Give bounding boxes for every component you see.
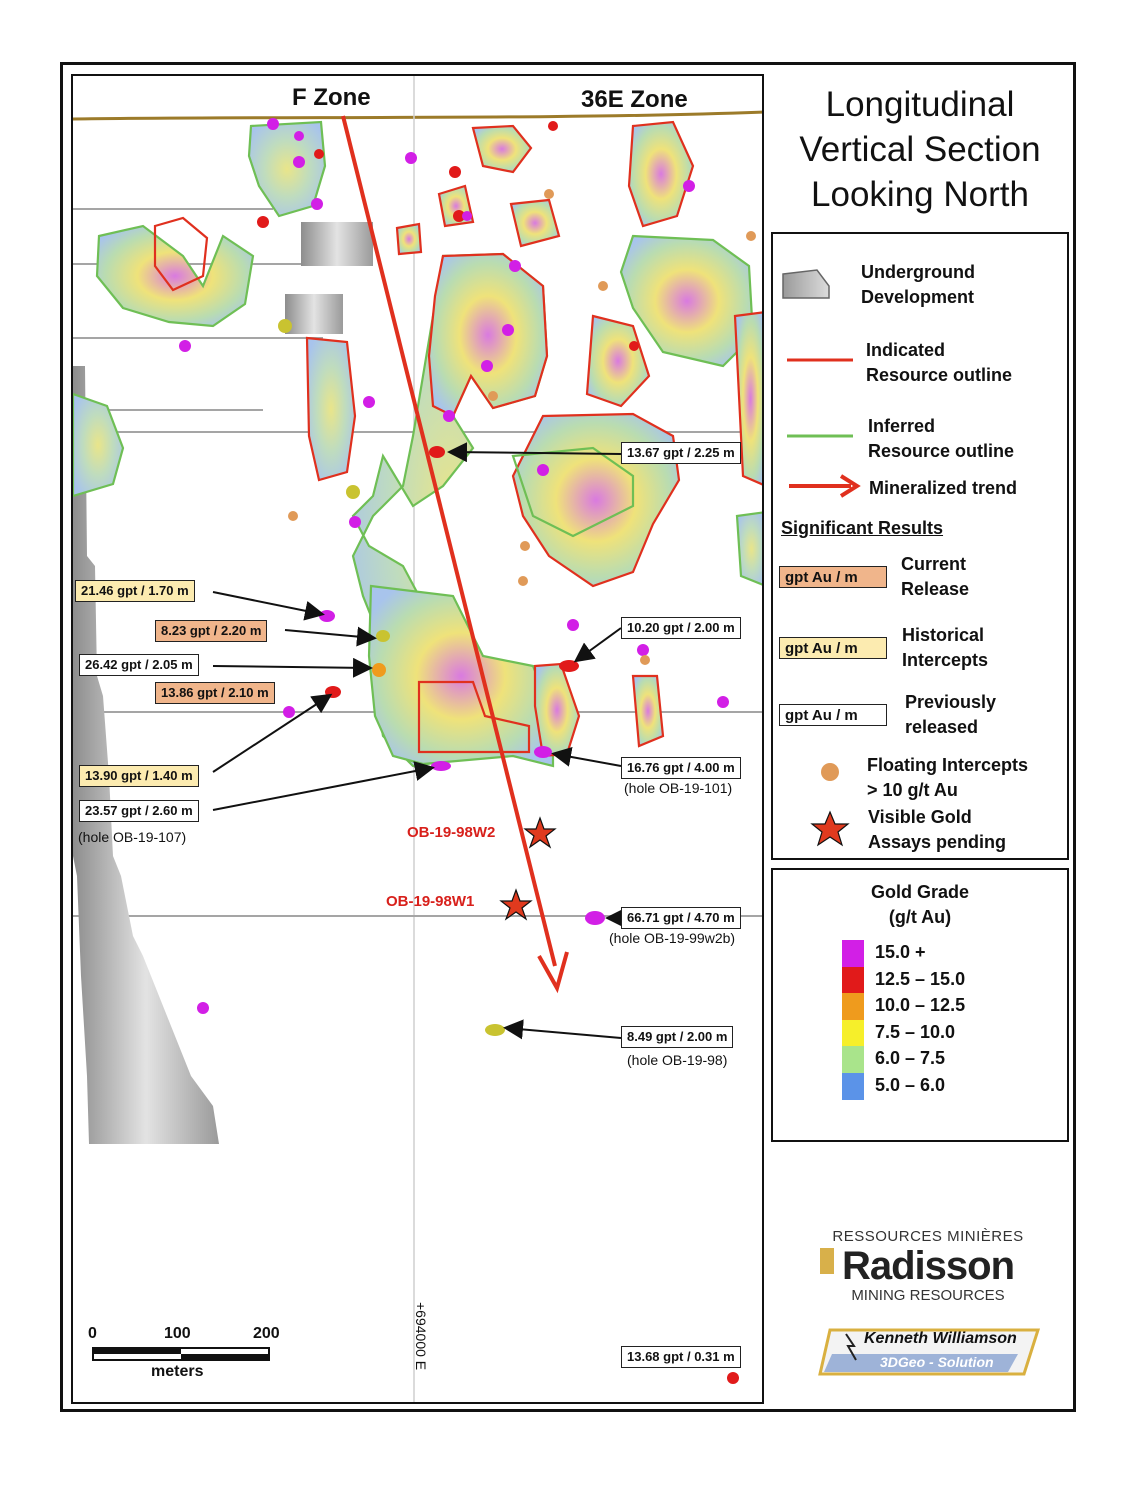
- intercept-label: 23.57 gpt / 2.60 m: [79, 800, 199, 822]
- title-line: Longitudinal: [825, 85, 1015, 124]
- legend-text: Current: [901, 554, 967, 574]
- legend-text: Development: [861, 287, 975, 307]
- grade-swatch: [842, 1073, 864, 1100]
- star-label-w2: OB-19-98W2: [407, 824, 496, 841]
- legend-indicated: [866, 338, 1012, 388]
- hole-label: (hole OB-19-101): [624, 780, 733, 796]
- legend-text: Historical: [902, 625, 985, 645]
- intercept-label: 26.42 gpt / 2.05 m: [79, 654, 199, 676]
- intercept-label: 66.71 gpt / 4.70 m: [621, 907, 741, 929]
- visible-gold-star-w2: [525, 818, 555, 847]
- grade-label: 15.0 +: [875, 942, 926, 962]
- legend-text: Previously: [905, 692, 997, 712]
- f-zone-label: F Zone: [292, 84, 371, 111]
- legend-underground: [861, 260, 975, 310]
- legend-floating: [867, 753, 1028, 803]
- legend-previous: [905, 690, 996, 740]
- grade-swatch: [842, 940, 864, 967]
- star-label-w1: OB-19-98W1: [386, 893, 475, 910]
- intercept-label: 13.90 gpt / 1.40 m: [79, 765, 199, 787]
- legend-sample-previous: gpt Au / m: [779, 704, 887, 726]
- intercept-label: 13.86 gpt / 2.10 m: [155, 682, 275, 704]
- legend-text: Resource outline: [866, 365, 1013, 385]
- legend-text: Floating Intercepts: [867, 755, 1029, 775]
- legend-current: [901, 552, 969, 602]
- grade-label: 7.5 – 10.0: [875, 1021, 956, 1042]
- legend-trend: Mineralized trend: [869, 478, 1018, 498]
- legend-text: Resource outline: [868, 441, 1015, 461]
- grade-swatch: [842, 993, 864, 1020]
- radisson-top-text: RESSOURCES MINIÈRES: [832, 1228, 1024, 1245]
- grade-label: 10.0 – 12.5: [875, 995, 966, 1016]
- legend-significant-results: Significant Results: [781, 518, 944, 538]
- gold-grade-legend: [771, 868, 1069, 1142]
- legend-text: released: [905, 717, 979, 737]
- intercept-label: 13.67 gpt / 2.25 m: [621, 442, 741, 464]
- map-title: [772, 76, 1068, 226]
- legend-text: Indicated: [866, 340, 946, 360]
- scale-unit: meters: [151, 1363, 204, 1380]
- intercept-label: 8.23 gpt / 2.20 m: [155, 620, 267, 642]
- legend-sample-current: gpt Au / m: [779, 566, 887, 588]
- legend-text: > 10 g/t Au: [867, 780, 958, 800]
- radisson-bottom-text: MINING RESOURCES: [851, 1287, 1005, 1304]
- legend: [771, 232, 1069, 860]
- scale-label-100: 100: [164, 1325, 191, 1342]
- hole-label: (hole OB-19-98): [627, 1052, 728, 1068]
- radisson-name: Radisson: [841, 1244, 1015, 1288]
- intercept-label: 13.68 gpt / 0.31 m: [621, 1346, 741, 1368]
- grade-title-line: (g/t Au): [888, 907, 952, 927]
- legend-inferred: [868, 414, 1014, 464]
- kw-sub: 3DGeo - Solution: [880, 1354, 994, 1370]
- visible-gold-star-icon: [812, 812, 848, 845]
- legend-historical: [902, 623, 988, 673]
- title-line: Vertical Section: [799, 130, 1041, 169]
- underground-symbol-icon: [783, 270, 829, 298]
- grade-swatch: [842, 1020, 864, 1047]
- easting-label: +694000 E: [413, 1302, 429, 1371]
- hole-label: (hole OB-19-107): [78, 829, 187, 845]
- grade-title: [773, 880, 1067, 930]
- title-line: Looking North: [811, 175, 1029, 214]
- legend-text: Underground: [861, 262, 975, 282]
- grade-label: 5.0 – 6.0: [875, 1075, 946, 1095]
- scale-bar: [93, 1348, 269, 1360]
- radisson-logo: [820, 1228, 1036, 1306]
- intercept-label: 8.49 gpt / 2.00 m: [621, 1026, 733, 1048]
- map-panel: [71, 74, 764, 1404]
- scale-label-200: 200: [253, 1325, 280, 1342]
- legend-text: Inferred: [868, 416, 936, 436]
- intercept-label: 10.20 gpt / 2.00 m: [621, 617, 741, 639]
- grade-title-line: Gold Grade: [870, 882, 969, 902]
- floating-intercept-icon: [821, 763, 839, 781]
- legend-text: Assays pending: [868, 832, 1007, 852]
- radisson-gold-icon: [820, 1248, 834, 1274]
- legend-visible-gold: [868, 805, 1006, 855]
- legend-text: Visible Gold: [868, 807, 972, 827]
- scale-label-0: 0: [88, 1325, 97, 1342]
- intercept-label: 16.76 gpt / 4.00 m: [621, 757, 741, 779]
- visible-gold-star-w1: [501, 890, 531, 919]
- legend-text: Release: [901, 579, 970, 599]
- kw-name: Kenneth Williamson: [864, 1330, 1017, 1347]
- hole-label: (hole OB-19-99w2b): [609, 930, 736, 946]
- kw-logo: [818, 1326, 1040, 1378]
- legend-text: Intercepts: [902, 650, 989, 670]
- grade-swatch: [842, 967, 864, 994]
- legend-sample-historical: gpt Au / m: [779, 637, 887, 659]
- 36e-zone-label: 36E Zone: [581, 86, 688, 113]
- grade-label: 12.5 – 15.0: [875, 968, 966, 989]
- grade-label: 6.0 – 7.5: [875, 1048, 946, 1069]
- grade-swatch: [842, 1046, 864, 1073]
- section-map: [73, 76, 764, 1404]
- intercept-label: 21.46 gpt / 1.70 m: [75, 580, 195, 602]
